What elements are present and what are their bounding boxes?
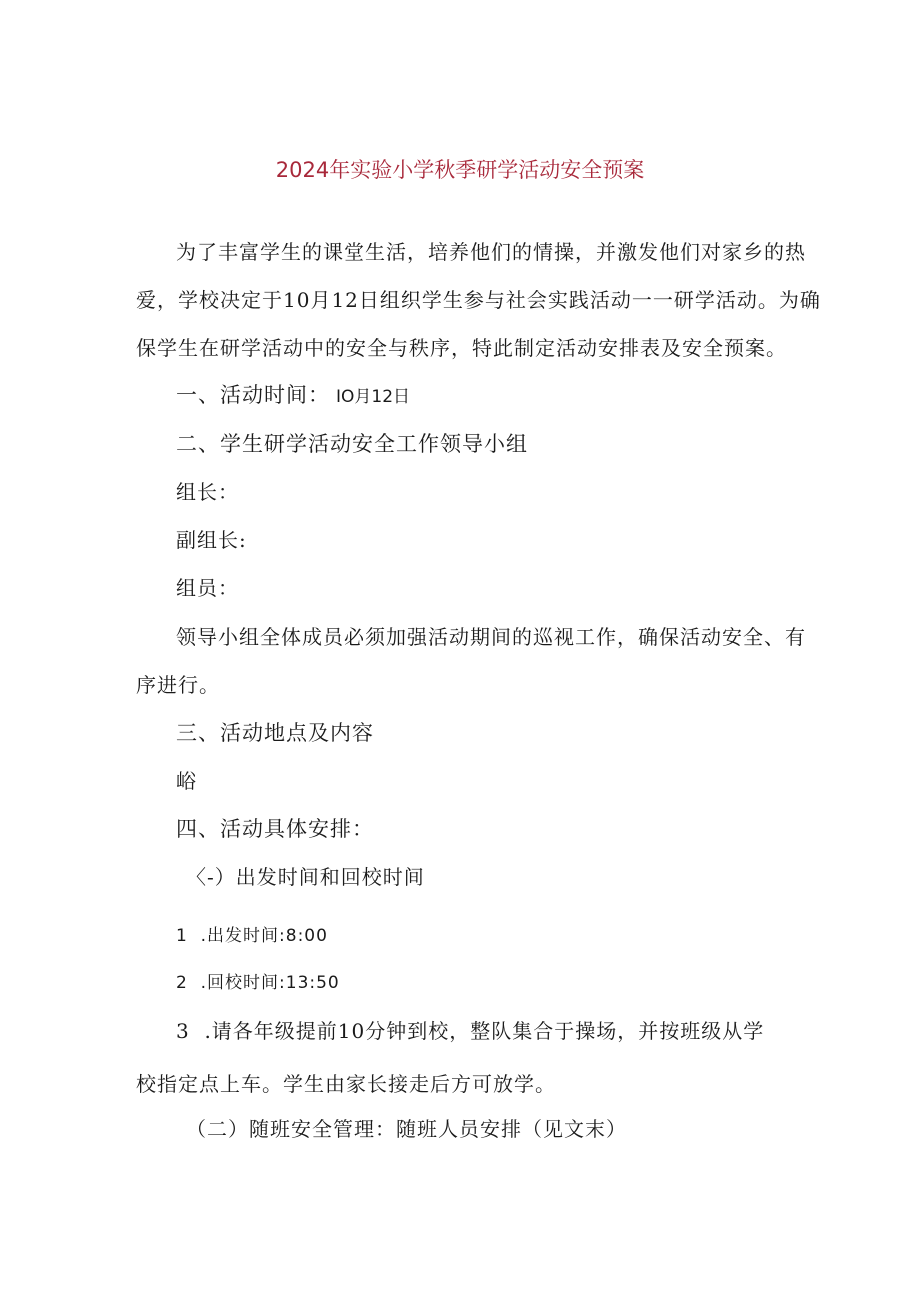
schedule-item-3-continued: 校指定点上车。学生由家长接走后方可放学。 [136,1072,556,1096]
subsection-2-heading: （二）随班安全管理：随班人员安排（见文末） [186,1117,627,1141]
section-1-title: 一、活动时间： [176,383,330,407]
document-title: 2024年实验小学秋季研学活动安全预案 [275,158,645,182]
intro-line-3: 保学生在研学活动中的安全与秩序，特此制定活动安排表及安全预案。 [136,336,787,360]
section-2-heading: 二、学生研学活动安全工作领导小组 [176,432,528,456]
members-label: 组员： [176,576,239,600]
intro-line-2: 爱，学校决定于10月12日组织学生参与社会实践活动一一研学活动。为确 [136,288,821,312]
section-1-heading [176,381,410,411]
section-3-heading: 三、活动地点及内容 [176,721,374,745]
leader-label: 组长： [176,480,239,504]
intro-line-1: 为了丰富学生的课堂生活，培养他们的情操，并激发他们对家乡的热 [176,240,806,264]
schedule-item-3: 3 .请各年级提前10分钟到校，整队集合于操场，并按班级从学 [176,1019,765,1043]
schedule-item-1: 1 .出发时间:8:00 [176,926,328,946]
subsection-1-heading: 〈-）出发时间和回校时间 [186,865,425,889]
activity-date: IO月12日 [336,387,411,407]
schedule-item-2: 2 .回校时间:13:50 [176,973,340,993]
section-2-note-line-2: 序进行。 [136,673,220,697]
section-4-heading: 四、活动具体安排： [176,817,374,841]
section-2-note-line-1: 领导小组全体成员必须加强活动期间的巡视工作，确保活动安全、有 [176,625,806,649]
deputy-leader-label: 副组长: [176,528,247,552]
location-content: 峪 [176,769,197,793]
